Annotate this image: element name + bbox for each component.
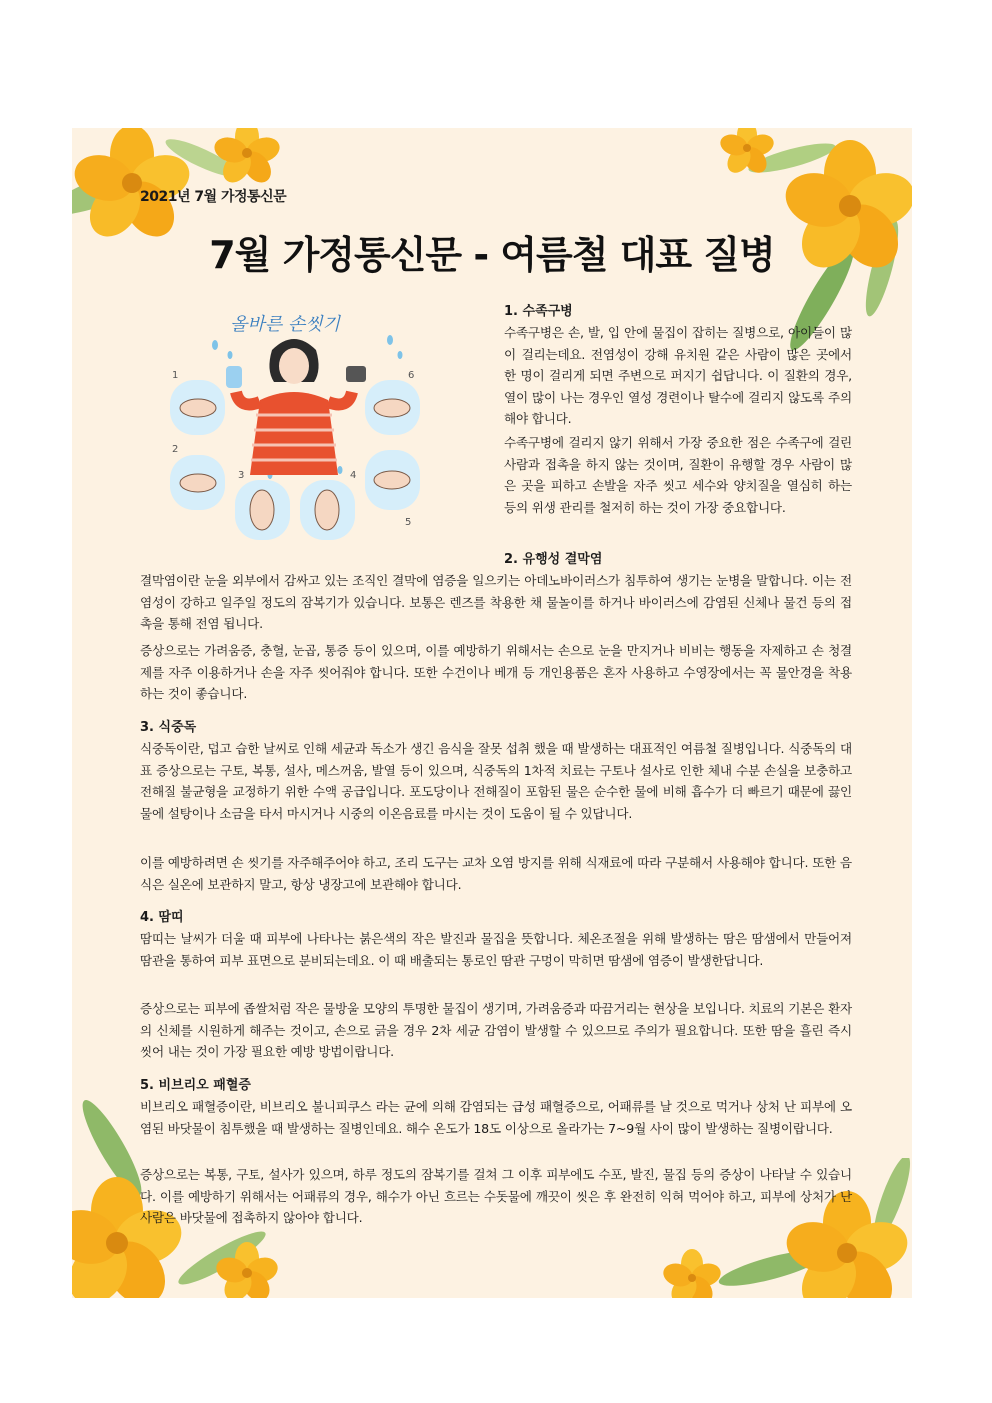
section-heading-2: 2. 유행성 결막염 [504, 552, 603, 567]
section-3-paragraph-1: 식중독이란, 덥고 습한 날씨로 인해 세균과 독소가 생긴 음식을 잘못 섭취 했을 때 발생하는 대표적인 여름철 질병입니다. 식중독의 대표 증상으로는 구토, 복통, 설사, 메스꺼움, 발열 등이 있으며, 식중독의 1차적 치료는 구토나 설사로 인한 체내 수분 손실을 보충하고 전해질 불균형을 교정하기 위한 수액 공급입니다. 포도당이나 전해질이 포함된 물은 순수한 물에 비해 흡수가 더 빠르기 때문에 끓인 물에 설탕이나 소금을 타서 마시거나 시중의 이온음료를 마시는 것이 도움이 될 수 있답니다. [140, 741, 852, 821]
section-3-paragraph-2: 이를 예방하려면 손 씻기를 자주해주어야 하고, 조리 도구는 교차 오염 방지를 위해 식재료에 따라 구분해서 사용해야 합니다. 또한 음식은 실온에 보관하지 말고, 항상 냉장고에 보관해야 합니다. [140, 855, 852, 892]
section-2-paragraph-1: 결막염이란 눈을 외부에서 감싸고 있는 조직인 결막에 염증을 일으키는 아데노바이러스가 침투하여 생기는 눈병을 말합니다. 이는 전염성이 강하고 일주일 정도의 잠복기가 있습니다. 보통은 렌즈를 착용한 채 물놀이를 하거나 바이러스에 감염된 신체나 물건 등의 접촉을 통해 전염 됩니다. [140, 573, 852, 631]
step-number-1: 1 [172, 370, 179, 381]
section-2-paragraph-2: 증상으로는 가려움증, 충혈, 눈곱, 통증 등이 있으며, 이를 예방하기 위해서는 손으로 눈을 만지거나 비비는 행동을 자제하고 손 청결제를 자주 이용하거나 손을 자주 씻어줘야 합니다. 또한 수건이나 베개 등 개인용품은 혼자 사용하고 수영장에서는 꼭 물안경을 착용하는 것이 좋습니다. [140, 643, 852, 701]
step-number-4: 4 [350, 470, 357, 481]
section-heading-1: 1. 수족구병 [504, 304, 573, 319]
section-4-paragraph-1: 땀띠는 날씨가 더울 때 피부에 나타나는 붉은색의 작은 발진과 물집을 뜻합니다. 체온조절을 위해 발생하는 땀은 땀샘에서 만들어져 땀관을 통하여 피부 표면으로 분비되는데요. 이 때 배출되는 통로인 땀관 구멍이 막히면 땀샘에 염증이 발생한답니다. [140, 931, 852, 968]
step-number-6: 6 [408, 370, 415, 381]
section-1-paragraph-1: 수족구병은 손, 발, 입 안에 물집이 잡히는 질병으로, 아이들이 많이 걸리는데요. 전염성이 강해 유치원 같은 사람이 많은 곳에서 한 명이 걸리게 되면 주변으로 퍼지기 쉽답니다. 이 질환의 경우, 열이 많이 나는 경우인 열성 경련이나 탈수에 걸리지 않도록 주의해야 합니다. [504, 325, 852, 426]
section-5-paragraph-1: 비브리오 패혈증이란, 비브리오 불니피쿠스 라는 균에 의해 감염되는 급성 패혈증으로, 어패류를 날 것으로 먹거나 상처 난 피부에 오염된 바닷물이 침투했을 때 발생하는 질병인데요. 해수 온도가 18도 이상으로 올라가는 7~9월 사이 많이 발생하는 질병이랍니다. [140, 1099, 852, 1136]
section-1-paragraph-2: 수족구병에 걸리지 않기 위해서 가장 중요한 점은 수족구에 걸린 사람과 접촉을 하지 않는 것이며, 질환이 유행할 경우 사람이 많은 곳을 피하고 손발을 자주 씻고 세수와 양치질을 열심히 하는 등의 위생 관리를 철저히 하는 것이 가장 중요합니다. [504, 435, 852, 515]
illustration-caption: 올바른 손씻기 [230, 314, 341, 335]
newsletter-date-label: 2021년 7월 가정통신문 [140, 189, 287, 205]
step-number-5: 5 [405, 517, 412, 528]
section-4-paragraph-2: 증상으로는 피부에 좁쌀처럼 작은 물방울 모양의 투명한 물집이 생기며, 가려움증과 따끔거리는 현상을 보입니다. 치료의 기본은 환자의 신체를 시원하게 해주는 것이고, 손으로 긁을 경우 2차 세균 감염이 발생할 수 있으므로 주의가 필요합니다. 또한 땀을 흘린 즉시 씻어 내는 것이 가장 필요한 예방 방법이랍니다. [140, 1001, 852, 1059]
step-number-2: 2 [172, 444, 179, 455]
section-5-paragraph-2: 증상으로는 복통, 구토, 설사가 있으며, 하루 정도의 잠복기를 걸쳐 그 이후 피부에도 수포, 발진, 물집 등의 증상이 나타날 수 있습니다. 이를 예방하기 위해서는 어패류의 경우, 해수가 아닌 흐르는 수돗물에 깨끗이 씻은 후 완전히 익혀 먹어야 하고, 피부에 상처가 난 사람은 바닷물에 접촉하지 않아야 합니다. [140, 1167, 852, 1225]
newsletter-page [72, 128, 912, 1298]
page-title: 7월 가정통신문 - 여름철 대표 질병 [209, 233, 775, 277]
section-heading-5: 5. 비브리오 패혈증 [140, 1078, 251, 1093]
handwashing-illustration [160, 300, 425, 545]
section-heading-4: 4. 땀띠 [140, 910, 184, 925]
step-number-3: 3 [238, 470, 245, 481]
person-figure [226, 339, 366, 475]
section-heading-3: 3. 식중독 [140, 720, 197, 735]
